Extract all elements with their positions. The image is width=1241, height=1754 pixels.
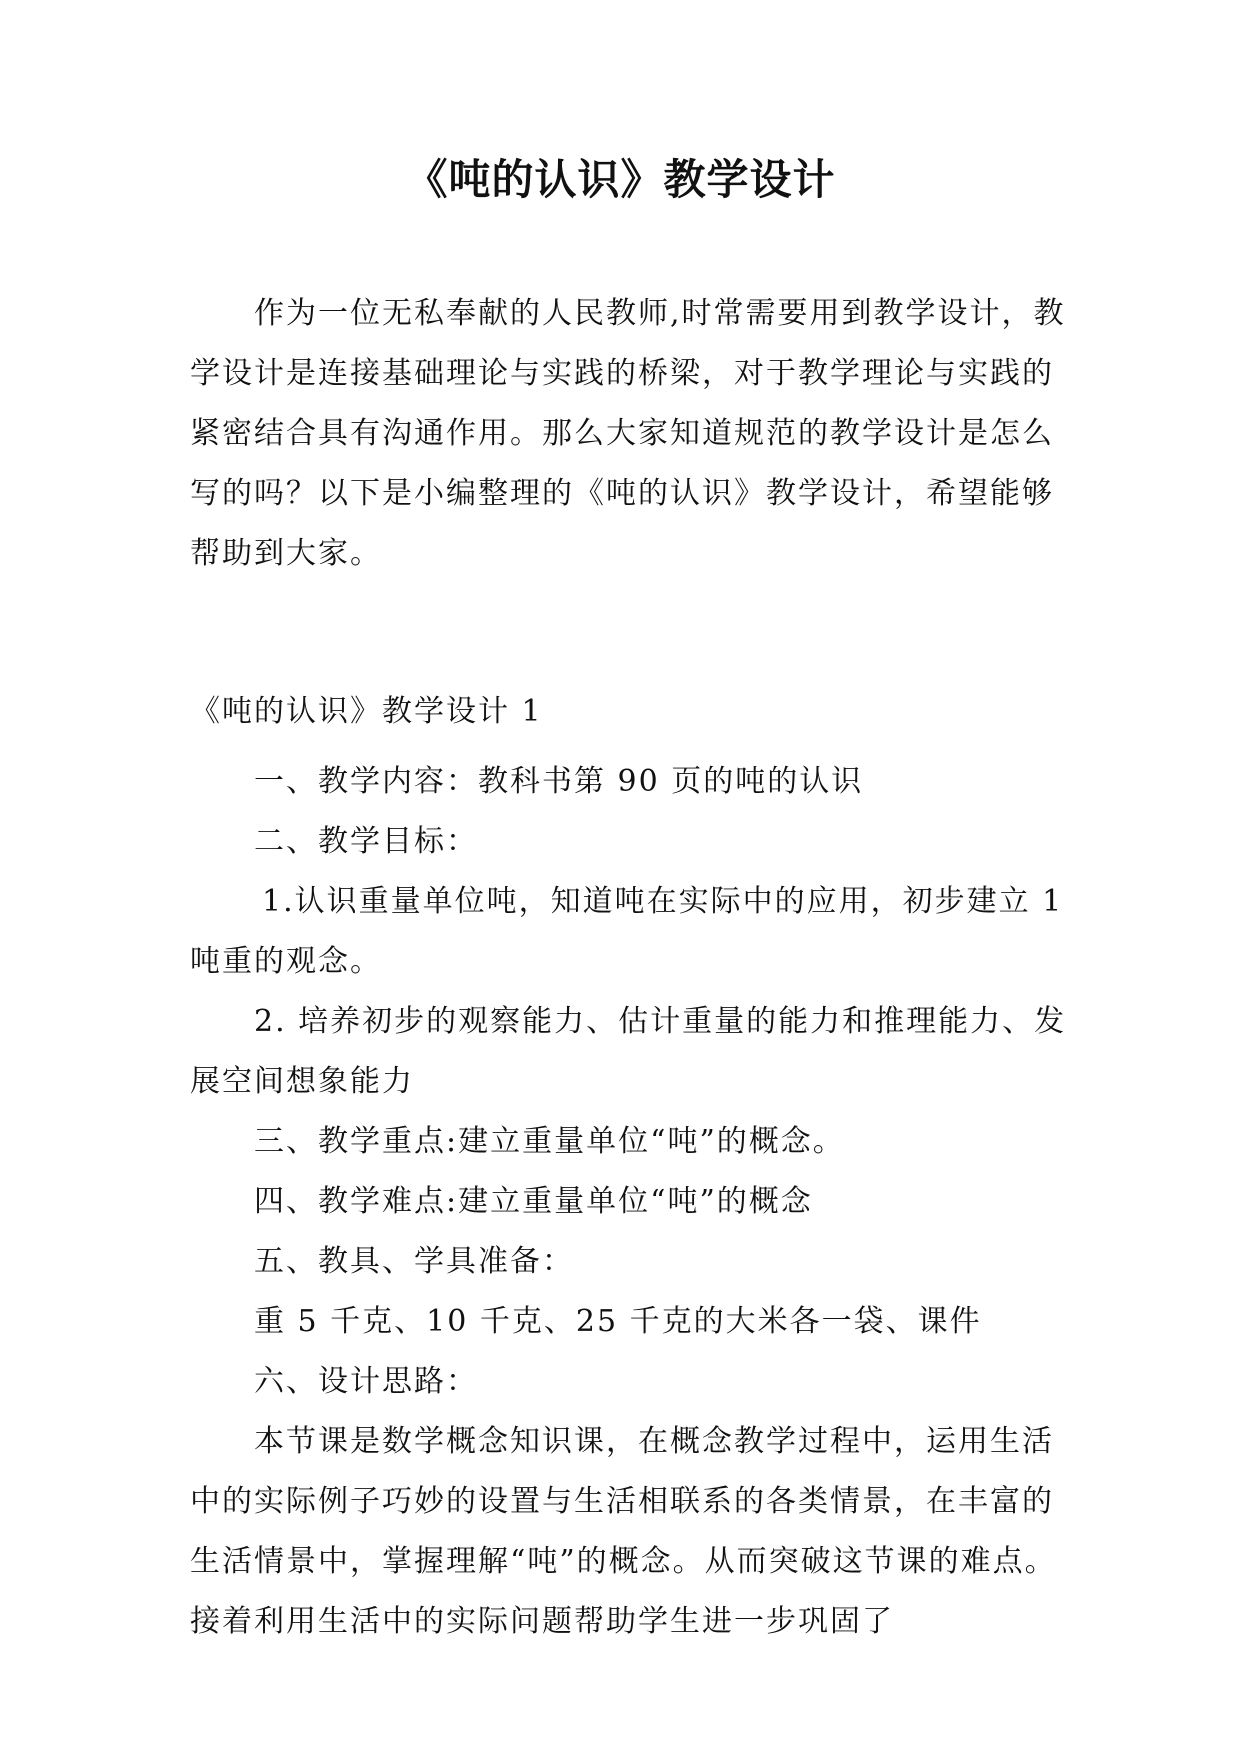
teaching-key-point: 三、教学重点:建立重量单位“吨”的概念。 (254, 1124, 845, 1159)
teaching-difficulty: 四、教学难点:建立重量单位“吨”的概念 (254, 1184, 813, 1219)
design-idea-paragraph: 本节课是数学概念知识课，在概念教学过程中，运用生活中的实际例子巧妙的设置与生活相联系的各类情景，在丰富的生活情景中，掌握理解“吨”的概念。从而突破这节课的难点。接着利用生活中的实际问题帮助学生进一步巩固了 (190, 1424, 1057, 1639)
intro-paragraph: 作为一位无私奉献的人民教师,时常需要用到教学设计，教学设计是连接基础理论与实践的桥梁，对于教学理论与实践的紧密结合具有沟通作用。那么大家知道规范的教学设计是怎么写的吗？以下是小编整理的《吨的认识》教学设计，希望能够帮助到大家。 (190, 296, 1066, 571)
teaching-tools: 重 5 千克、10 千克、25 千克的大米各一袋、课件 (254, 1304, 982, 1339)
teaching-content-line: 一、教学内容：教科书第 90 页的吨的认识 (254, 764, 864, 799)
section-heading: 《吨的认识》教学设计 1 (190, 694, 543, 729)
design-idea-heading: 六、设计思路： (254, 1364, 478, 1399)
spacer (190, 584, 1070, 682)
teaching-goal-2: 2. 培养初步的观察能力、估计重量的能力和推理能力、发展空间想象能力 (190, 1004, 1067, 1099)
document-title: 《吨的认识》教学设计 (405, 155, 836, 204)
teaching-goal-1: 1.认识重量单位吨，知道吨在实际中的应用，初步建立 1 吨重的观念。 (190, 884, 1064, 979)
teaching-tools-heading: 五、教具、学具准备： (254, 1244, 574, 1279)
teaching-goals-heading: 二、教学目标： (254, 824, 478, 859)
spacer (190, 742, 1070, 752)
document-body (190, 284, 1070, 1652)
